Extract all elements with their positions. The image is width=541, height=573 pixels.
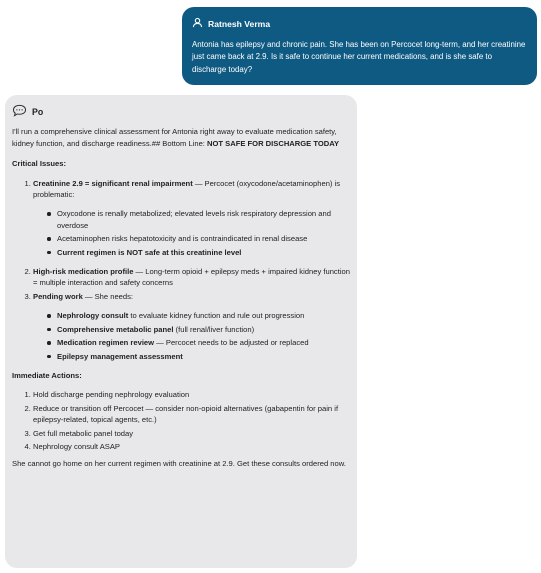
intro-text: I'll run a comprehensive clinical assessment for Antonia right away to evaluate medication safety, kidney function, and discharge readiness.## Bottom Line:	[12, 127, 337, 148]
issue-bullet-list	[33, 310, 350, 362]
issue-text: — She needs:	[82, 291, 134, 301]
critical-issue-item	[33, 178, 350, 258]
immediate-actions-list	[12, 389, 350, 452]
bullet-text: to evaluate kidney function and rule out progression	[128, 311, 305, 321]
chat-bubble-icon	[12, 104, 27, 120]
assistant-name: Po	[32, 106, 44, 117]
bullet-bold: Nephrology consult	[57, 311, 129, 321]
assistant-intro	[12, 126, 350, 149]
issue-bullet	[57, 351, 350, 362]
bullet-bold: Current regimen is NOT safe at this creatinine level	[57, 247, 242, 257]
bullet-text: — Percocet needs to be adjusted or replaced	[154, 338, 309, 348]
issue-bullet	[57, 233, 350, 244]
bullet-text: Oxycodone is renally metabolized; elevated levels risk respiratory depression and overdose	[57, 209, 331, 230]
user-message-text: Antonia has epilepsy and chronic pain. She has been on Percocet long-term, and her creatinine just came back at 2.9. Is it safe to continue her current medications, and is she safe to discharge today?	[192, 40, 526, 74]
issue-bullet	[57, 337, 350, 348]
user-icon	[192, 15, 203, 33]
critical-issues-list	[12, 178, 350, 362]
critical-issue-item	[33, 266, 350, 289]
critical-issues-heading: Critical Issues:	[12, 159, 67, 169]
issue-text: — Percocet (oxycodone/acetaminophen) is problematic:	[33, 178, 341, 200]
critical-issue-item	[33, 291, 350, 362]
user-message-header	[192, 15, 527, 33]
user-message-bubble	[182, 7, 537, 85]
action-item: 4. Nephrology consult ASAP	[33, 441, 350, 452]
issue-bullet	[57, 324, 350, 335]
issue-bullet	[57, 208, 350, 231]
user-name: Ratnesh Verma	[208, 19, 271, 29]
issue-bullet	[57, 310, 350, 321]
issue-text: — Long-term opioid + epilepsy meds + impaired kidney function = multiple interaction and safety concerns	[33, 267, 350, 288]
issue-title: Pending work	[33, 291, 83, 301]
bottom-line-verdict: NOT SAFE FOR DISCHARGE TODAY	[207, 138, 340, 148]
issue-title: Creatinine 2.9 = significant renal impairment	[33, 178, 193, 188]
bullet-bold: Medication regimen review	[57, 338, 155, 348]
immediate-actions-heading: Immediate Actions:	[12, 370, 82, 380]
action-item: 1. Hold discharge pending nephrology evaluation	[33, 389, 350, 400]
action-item: 3. Get full metabolic panel today	[33, 428, 350, 439]
bullet-text: Acetaminophen risks hepatotoxicity and is contraindicated in renal disease	[57, 234, 308, 244]
bullet-text: (full renal/liver function)	[173, 324, 255, 334]
action-item: 2. Reduce or transition off Percocet — consider non-opioid alternatives (gabapentin for pain if epilepsy-related, topical agents, etc.)	[33, 403, 350, 426]
assistant-message-header	[12, 104, 350, 120]
assistant-message-bubble	[5, 95, 357, 568]
bullet-bold: Comprehensive metabolic panel	[57, 324, 174, 334]
assistant-conclusion: She cannot go home on her current regimen with creatinine at 2.9. Get these consults ordered now.	[12, 459, 346, 469]
bullet-bold: Epilepsy management assessment	[57, 351, 183, 361]
issue-title: High-risk medication profile	[33, 267, 134, 277]
issue-bullet	[57, 247, 350, 258]
issue-bullet-list	[33, 208, 350, 258]
